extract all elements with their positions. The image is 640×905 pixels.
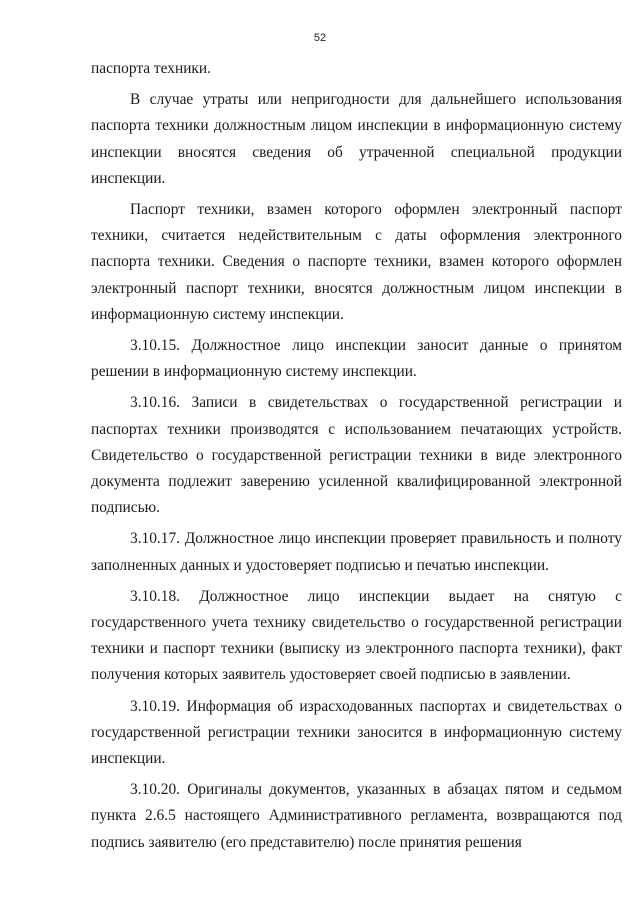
paragraph-3-10-20: 3.10.20. Оригиналы документов, указанных в абзацах пятом и седьмом пункта 2.6.5 настоящего Административного регламента, возвращаются под подпись заявителю (его представителю) после принятия решения [91,781,622,851]
paragraph-3-10-16: 3.10.16. Записи в свидетельствах о государственной регистрации и паспортах техники производятся с использованием печатающих устройств. Свидетельство о государственной регистрации техники в виде электронного документа подлежит заверению усиленной квалифицированной электронной подписью. [91,394,622,517]
paragraph-loss-of-passport: В случае утраты или непригодности для дальнейшего использования паспорта техники должностным лицом инспекции в информационную систему инспекции вносятся сведения об утраченной специальной продукции инспекции. [91,91,622,187]
paragraph-3-10-15: 3.10.15. Должностное лицо инспекции заносит данные о принятом решении в информационную систему инспекции. [91,337,622,381]
paragraph-3-10-18: 3.10.18. Должностное лицо инспекции выдает на снятую с государственного учета технику свидетельство о государственной регистрации техники и паспорт техники (выписку из электронного паспорта техники), факт получения которых заявитель удостоверяет своей подписью в заявлении. [91,587,622,684]
document-body [91,56,622,861]
paragraph-3-10-19: 3.10.19. Информация об израсходованных паспортах и свидетельствах о государственной регистрации техники заносится в информационную систему инспекции. [91,697,622,768]
paragraph-3-10-17: 3.10.17. Должностное лицо инспекции проверяет правильность и полноту заполненных данных и удостоверяет подписью и печатью инспекции. [91,530,622,574]
paragraph-electronic-passport: Паспорт техники, взамен которого оформлен электронный паспорт техники, считается недействительным с даты оформления электронного паспорта техники. Сведения о паспорте техники, взамен которого оформлен электронный паспорт техники, вносятся должностным лицом инспекции в информационную систему инспекции. [91,201,622,323]
page-number: 52 [313,32,327,44]
paragraph-continuation: паспорта техники. [91,60,211,77]
